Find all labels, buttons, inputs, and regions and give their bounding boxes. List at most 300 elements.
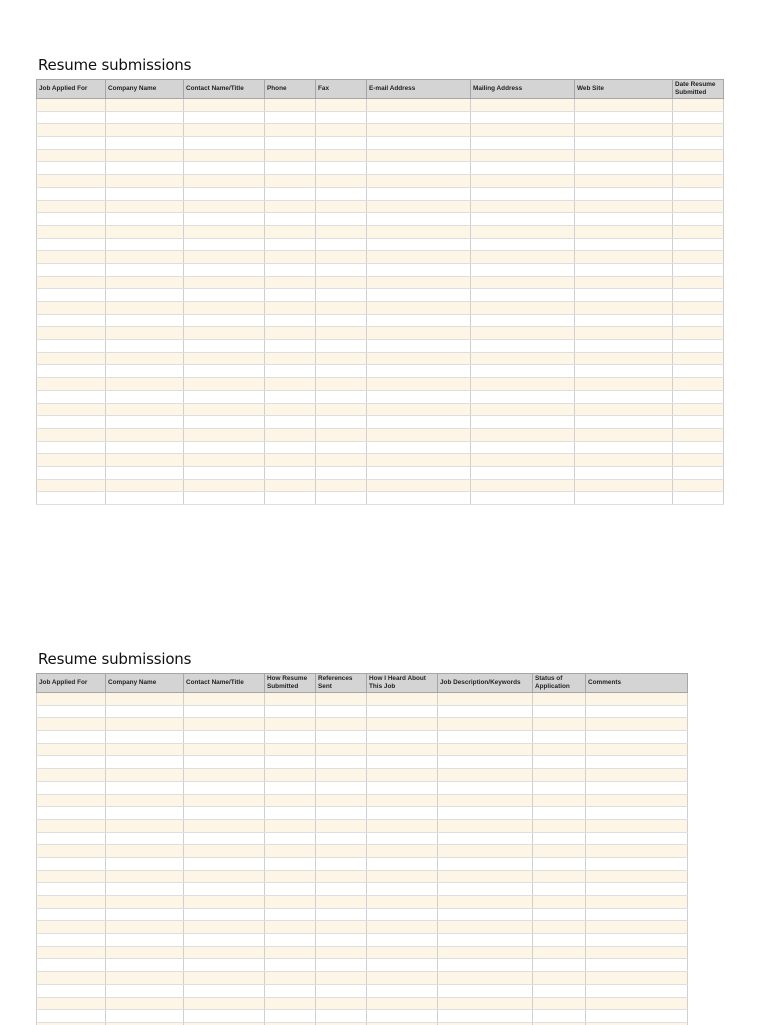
table-cell[interactable] (316, 441, 367, 454)
table-cell[interactable] (37, 756, 106, 769)
table-cell[interactable] (586, 934, 688, 947)
table-cell[interactable] (367, 213, 471, 226)
table-cell[interactable] (673, 276, 724, 289)
table-cell[interactable] (316, 352, 367, 365)
table-cell[interactable] (316, 756, 367, 769)
table-cell[interactable] (316, 365, 367, 378)
table-cell[interactable] (184, 921, 265, 934)
table-cell[interactable] (438, 908, 533, 921)
table-cell[interactable] (265, 302, 316, 315)
table-cell[interactable] (367, 857, 438, 870)
table-cell[interactable] (316, 479, 367, 492)
table-cell[interactable] (265, 327, 316, 340)
table-cell[interactable] (471, 454, 575, 467)
table-cell[interactable] (673, 175, 724, 188)
table-cell[interactable] (471, 352, 575, 365)
table-cell[interactable] (673, 365, 724, 378)
table-cell[interactable] (316, 984, 367, 997)
table-cell[interactable] (37, 403, 106, 416)
table-cell[interactable] (438, 819, 533, 832)
table-cell[interactable] (673, 416, 724, 429)
table-cell[interactable] (471, 302, 575, 315)
table-cell[interactable] (575, 302, 673, 315)
table-cell[interactable] (586, 807, 688, 820)
table-cell[interactable] (37, 454, 106, 467)
table-cell[interactable] (316, 492, 367, 505)
table-cell[interactable] (673, 479, 724, 492)
table-cell[interactable] (106, 289, 184, 302)
table-cell[interactable] (438, 1010, 533, 1023)
table-cell[interactable] (316, 832, 367, 845)
table-cell[interactable] (37, 1010, 106, 1023)
table-cell[interactable] (586, 832, 688, 845)
table-cell[interactable] (184, 870, 265, 883)
table-cell[interactable] (265, 314, 316, 327)
table-cell[interactable] (37, 883, 106, 896)
table-cell[interactable] (265, 403, 316, 416)
table-cell[interactable] (265, 693, 316, 706)
table-cell[interactable] (586, 693, 688, 706)
table-cell[interactable] (575, 99, 673, 112)
table-cell[interactable] (367, 718, 438, 731)
table-cell[interactable] (265, 99, 316, 112)
table-cell[interactable] (184, 340, 265, 353)
table-cell[interactable] (37, 124, 106, 137)
table-cell[interactable] (184, 365, 265, 378)
table-cell[interactable] (316, 946, 367, 959)
table-cell[interactable] (106, 870, 184, 883)
table-cell[interactable] (106, 908, 184, 921)
table-cell[interactable] (37, 289, 106, 302)
table-cell[interactable] (37, 693, 106, 706)
table-cell[interactable] (265, 819, 316, 832)
table-cell[interactable] (471, 340, 575, 353)
table-cell[interactable] (673, 225, 724, 238)
table-cell[interactable] (106, 263, 184, 276)
table-cell[interactable] (586, 845, 688, 858)
table-cell[interactable] (673, 213, 724, 226)
table-cell[interactable] (265, 908, 316, 921)
table-cell[interactable] (106, 302, 184, 315)
table-cell[interactable] (316, 857, 367, 870)
table-cell[interactable] (184, 743, 265, 756)
table-cell[interactable] (367, 883, 438, 896)
table-cell[interactable] (106, 972, 184, 985)
table-cell[interactable] (367, 327, 471, 340)
table-cell[interactable] (586, 883, 688, 896)
table-cell[interactable] (37, 769, 106, 782)
table-cell[interactable] (265, 1010, 316, 1023)
table-cell[interactable] (37, 718, 106, 731)
table-cell[interactable] (471, 238, 575, 251)
table-cell[interactable] (673, 162, 724, 175)
table-cell[interactable] (106, 781, 184, 794)
table-cell[interactable] (533, 794, 586, 807)
table-cell[interactable] (586, 756, 688, 769)
table-cell[interactable] (184, 857, 265, 870)
table-cell[interactable] (265, 428, 316, 441)
table-cell[interactable] (586, 946, 688, 959)
table-cell[interactable] (37, 200, 106, 213)
table-cell[interactable] (673, 466, 724, 479)
table-cell[interactable] (184, 200, 265, 213)
table-cell[interactable] (106, 743, 184, 756)
table-cell[interactable] (265, 251, 316, 264)
table-cell[interactable] (673, 378, 724, 391)
table-cell[interactable] (106, 959, 184, 972)
table-cell[interactable] (533, 984, 586, 997)
table-cell[interactable] (265, 175, 316, 188)
table-cell[interactable] (184, 972, 265, 985)
table-cell[interactable] (106, 213, 184, 226)
table-cell[interactable] (471, 200, 575, 213)
table-cell[interactable] (367, 99, 471, 112)
table-cell[interactable] (367, 175, 471, 188)
table-cell[interactable] (673, 327, 724, 340)
table-cell[interactable] (438, 934, 533, 947)
table-cell[interactable] (316, 705, 367, 718)
table-cell[interactable] (265, 492, 316, 505)
table-cell[interactable] (533, 857, 586, 870)
table-cell[interactable] (586, 794, 688, 807)
table-cell[interactable] (533, 769, 586, 782)
table-cell[interactable] (265, 162, 316, 175)
table-cell[interactable] (184, 756, 265, 769)
table-cell[interactable] (575, 416, 673, 429)
table-cell[interactable] (575, 111, 673, 124)
table-cell[interactable] (265, 111, 316, 124)
table-cell[interactable] (316, 845, 367, 858)
table-cell[interactable] (106, 693, 184, 706)
table-cell[interactable] (37, 225, 106, 238)
table-cell[interactable] (533, 756, 586, 769)
table-cell[interactable] (367, 124, 471, 137)
table-cell[interactable] (37, 187, 106, 200)
table-cell[interactable] (316, 718, 367, 731)
table-cell[interactable] (265, 289, 316, 302)
table-cell[interactable] (106, 756, 184, 769)
table-cell[interactable] (265, 137, 316, 150)
table-cell[interactable] (367, 693, 438, 706)
table-cell[interactable] (586, 769, 688, 782)
table-cell[interactable] (367, 781, 438, 794)
table-cell[interactable] (316, 162, 367, 175)
table-cell[interactable] (533, 705, 586, 718)
table-cell[interactable] (586, 921, 688, 934)
table-cell[interactable] (367, 340, 471, 353)
table-cell[interactable] (265, 149, 316, 162)
table-cell[interactable] (265, 832, 316, 845)
table-cell[interactable] (575, 276, 673, 289)
table-cell[interactable] (184, 896, 265, 909)
table-cell[interactable] (265, 416, 316, 429)
table-cell[interactable] (438, 946, 533, 959)
table-cell[interactable] (106, 492, 184, 505)
table-cell[interactable] (37, 213, 106, 226)
table-cell[interactable] (184, 946, 265, 959)
table-cell[interactable] (471, 289, 575, 302)
table-cell[interactable] (37, 819, 106, 832)
table-cell[interactable] (37, 896, 106, 909)
table-cell[interactable] (106, 731, 184, 744)
table-cell[interactable] (575, 340, 673, 353)
table-cell[interactable] (184, 390, 265, 403)
table-cell[interactable] (184, 213, 265, 226)
table-cell[interactable] (106, 99, 184, 112)
table-cell[interactable] (533, 870, 586, 883)
table-cell[interactable] (471, 327, 575, 340)
table-cell[interactable] (37, 946, 106, 959)
table-cell[interactable] (673, 492, 724, 505)
table-cell[interactable] (184, 175, 265, 188)
table-cell[interactable] (367, 263, 471, 276)
table-cell[interactable] (265, 896, 316, 909)
table-cell[interactable] (37, 857, 106, 870)
table-cell[interactable] (184, 428, 265, 441)
table-cell[interactable] (184, 819, 265, 832)
table-cell[interactable] (533, 832, 586, 845)
table-cell[interactable] (367, 454, 471, 467)
table-cell[interactable] (265, 731, 316, 744)
table-cell[interactable] (37, 302, 106, 315)
table-cell[interactable] (586, 1010, 688, 1023)
table-cell[interactable] (673, 124, 724, 137)
table-cell[interactable] (106, 454, 184, 467)
table-cell[interactable] (367, 769, 438, 782)
table-cell[interactable] (37, 340, 106, 353)
table-cell[interactable] (673, 238, 724, 251)
table-cell[interactable] (184, 807, 265, 820)
table-cell[interactable] (438, 921, 533, 934)
table-cell[interactable] (471, 111, 575, 124)
table-cell[interactable] (106, 416, 184, 429)
table-cell[interactable] (367, 466, 471, 479)
table-cell[interactable] (37, 845, 106, 858)
table-cell[interactable] (673, 403, 724, 416)
table-cell[interactable] (106, 984, 184, 997)
table-cell[interactable] (533, 781, 586, 794)
table-cell[interactable] (184, 441, 265, 454)
table-cell[interactable] (438, 997, 533, 1010)
table-cell[interactable] (37, 441, 106, 454)
table-cell[interactable] (367, 352, 471, 365)
table-cell[interactable] (367, 378, 471, 391)
table-cell[interactable] (265, 997, 316, 1010)
table-cell[interactable] (673, 263, 724, 276)
table-cell[interactable] (471, 263, 575, 276)
table-cell[interactable] (586, 959, 688, 972)
table-cell[interactable] (265, 921, 316, 934)
table-cell[interactable] (438, 794, 533, 807)
table-cell[interactable] (575, 479, 673, 492)
table-cell[interactable] (673, 302, 724, 315)
table-cell[interactable] (106, 314, 184, 327)
table-cell[interactable] (438, 883, 533, 896)
table-cell[interactable] (316, 187, 367, 200)
table-cell[interactable] (673, 428, 724, 441)
table-cell[interactable] (106, 162, 184, 175)
table-cell[interactable] (438, 756, 533, 769)
table-cell[interactable] (575, 175, 673, 188)
table-cell[interactable] (533, 959, 586, 972)
table-cell[interactable] (106, 137, 184, 150)
table-cell[interactable] (106, 276, 184, 289)
table-cell[interactable] (184, 845, 265, 858)
table-cell[interactable] (367, 997, 438, 1010)
table-cell[interactable] (265, 390, 316, 403)
table-cell[interactable] (575, 390, 673, 403)
table-cell[interactable] (316, 781, 367, 794)
table-cell[interactable] (184, 693, 265, 706)
table-cell[interactable] (533, 921, 586, 934)
table-cell[interactable] (184, 403, 265, 416)
table-cell[interactable] (265, 781, 316, 794)
table-cell[interactable] (184, 99, 265, 112)
table-cell[interactable] (471, 225, 575, 238)
table-cell[interactable] (184, 492, 265, 505)
table-cell[interactable] (106, 149, 184, 162)
table-cell[interactable] (184, 137, 265, 150)
table-cell[interactable] (37, 959, 106, 972)
table-cell[interactable] (367, 972, 438, 985)
table-cell[interactable] (438, 807, 533, 820)
table-cell[interactable] (265, 743, 316, 756)
table-cell[interactable] (367, 492, 471, 505)
table-cell[interactable] (586, 781, 688, 794)
table-cell[interactable] (184, 997, 265, 1010)
table-cell[interactable] (471, 403, 575, 416)
table-cell[interactable] (575, 327, 673, 340)
table-cell[interactable] (316, 149, 367, 162)
table-cell[interactable] (367, 137, 471, 150)
table-cell[interactable] (533, 883, 586, 896)
table-cell[interactable] (265, 870, 316, 883)
table-cell[interactable] (673, 340, 724, 353)
table-cell[interactable] (533, 934, 586, 947)
table-cell[interactable] (316, 340, 367, 353)
table-cell[interactable] (106, 946, 184, 959)
table-cell[interactable] (316, 921, 367, 934)
table-cell[interactable] (673, 200, 724, 213)
table-cell[interactable] (106, 441, 184, 454)
table-cell[interactable] (106, 124, 184, 137)
table-cell[interactable] (265, 883, 316, 896)
table-cell[interactable] (265, 718, 316, 731)
table-cell[interactable] (37, 705, 106, 718)
table-cell[interactable] (367, 705, 438, 718)
table-cell[interactable] (575, 365, 673, 378)
table-cell[interactable] (316, 327, 367, 340)
table-cell[interactable] (316, 896, 367, 909)
table-cell[interactable] (265, 769, 316, 782)
table-cell[interactable] (316, 124, 367, 137)
table-cell[interactable] (37, 327, 106, 340)
table-cell[interactable] (471, 492, 575, 505)
table-cell[interactable] (316, 213, 367, 226)
table-cell[interactable] (438, 857, 533, 870)
table-cell[interactable] (575, 200, 673, 213)
table-cell[interactable] (37, 743, 106, 756)
table-cell[interactable] (367, 896, 438, 909)
table-cell[interactable] (438, 845, 533, 858)
table-cell[interactable] (184, 479, 265, 492)
table-cell[interactable] (265, 340, 316, 353)
table-cell[interactable] (316, 934, 367, 947)
table-cell[interactable] (316, 302, 367, 315)
table-cell[interactable] (575, 454, 673, 467)
table-cell[interactable] (673, 314, 724, 327)
table-cell[interactable] (673, 111, 724, 124)
table-cell[interactable] (367, 934, 438, 947)
table-cell[interactable] (316, 743, 367, 756)
table-cell[interactable] (586, 819, 688, 832)
table-cell[interactable] (265, 365, 316, 378)
table-cell[interactable] (316, 390, 367, 403)
table-cell[interactable] (106, 340, 184, 353)
table-cell[interactable] (533, 718, 586, 731)
table-cell[interactable] (106, 794, 184, 807)
table-cell[interactable] (471, 99, 575, 112)
table-cell[interactable] (367, 428, 471, 441)
table-cell[interactable] (316, 454, 367, 467)
table-cell[interactable] (367, 200, 471, 213)
table-cell[interactable] (316, 263, 367, 276)
table-cell[interactable] (367, 289, 471, 302)
table-cell[interactable] (367, 984, 438, 997)
table-cell[interactable] (184, 314, 265, 327)
table-cell[interactable] (471, 251, 575, 264)
table-cell[interactable] (575, 441, 673, 454)
table-cell[interactable] (533, 731, 586, 744)
table-cell[interactable] (37, 263, 106, 276)
table-cell[interactable] (106, 225, 184, 238)
table-cell[interactable] (265, 441, 316, 454)
table-cell[interactable] (37, 99, 106, 112)
table-cell[interactable] (184, 238, 265, 251)
table-cell[interactable] (367, 959, 438, 972)
table-cell[interactable] (37, 276, 106, 289)
table-cell[interactable] (316, 416, 367, 429)
table-cell[interactable] (367, 302, 471, 315)
table-cell[interactable] (575, 149, 673, 162)
table-cell[interactable] (438, 896, 533, 909)
table-cell[interactable] (184, 794, 265, 807)
table-cell[interactable] (367, 946, 438, 959)
table-cell[interactable] (575, 314, 673, 327)
table-cell[interactable] (106, 238, 184, 251)
table-cell[interactable] (673, 149, 724, 162)
table-cell[interactable] (367, 225, 471, 238)
table-cell[interactable] (367, 251, 471, 264)
table-cell[interactable] (316, 289, 367, 302)
table-cell[interactable] (316, 403, 367, 416)
table-cell[interactable] (184, 276, 265, 289)
table-cell[interactable] (37, 972, 106, 985)
table-cell[interactable] (37, 466, 106, 479)
table-cell[interactable] (586, 984, 688, 997)
table-cell[interactable] (471, 137, 575, 150)
table-cell[interactable] (438, 984, 533, 997)
table-cell[interactable] (575, 162, 673, 175)
table-cell[interactable] (106, 1010, 184, 1023)
table-cell[interactable] (184, 731, 265, 744)
table-cell[interactable] (367, 819, 438, 832)
table-cell[interactable] (367, 756, 438, 769)
table-cell[interactable] (184, 959, 265, 972)
table-cell[interactable] (37, 428, 106, 441)
table-cell[interactable] (471, 466, 575, 479)
table-cell[interactable] (438, 743, 533, 756)
